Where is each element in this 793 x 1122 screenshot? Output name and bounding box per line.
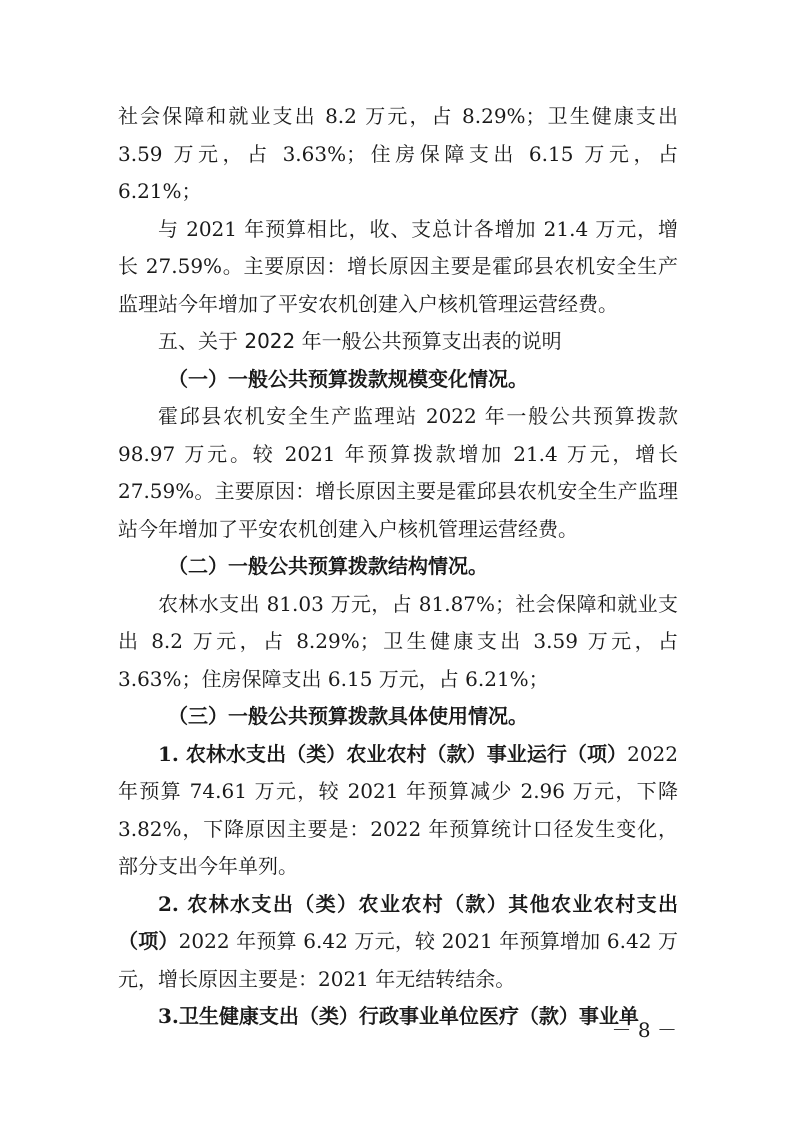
subheading-structure: （二）一般公共预算拨款结构情况。 <box>168 554 488 578</box>
section-heading-5: 五、关于 2022 年一般公共预算支出表的说明 <box>158 329 562 353</box>
page-number: － 8 － <box>611 1018 677 1042</box>
document-body <box>118 98 678 1036</box>
item-1-body: 2022 年预算 74.61 万元，较 2021 年预算减少 2.96 万元，下降 3.82%，下降原因主要是：2022 年预算统计口径发生变化，部分支出今年单列。 <box>118 741 678 878</box>
paragraph-scale-change: 霍邱县农机安全生产监理站 2022 年一般公共预算拨款 98.97 万元。较 2021 年预算拨款增加 21.4 万元，增长 27.59%。主要原因：增长原因主要是霍邱县农机安全生产监理站今年增加了平安农机创建入户核机管理运营经费。 <box>118 404 678 541</box>
paragraph-budget-comparison: 与 2021 年预算相比，收、支总计各增加 21.4 万元，增长 27.59%。主要原因：增长原因主要是霍邱县农机安全生产监理站今年增加了平安农机创建入户核机管理运营经费。 <box>118 216 678 316</box>
paragraph-social-security: 社会保障和就业支出 8.2 万元，占 8.29%；卫生健康支出 3.59 万元，占 3.63%；住房保障支出 6.15 万元，占 6.21%； <box>118 104 678 203</box>
item-1 <box>118 736 678 886</box>
subheading-usage: （三）一般公共预算拨款具体使用情况。 <box>168 704 528 728</box>
item-2 <box>118 886 678 999</box>
paragraph-structure: 农林水支出 81.03 万元，占 81.87%；社会保障和就业支出 8.2 万元，占 8.29%；卫生健康支出 3.59 万元，占 3.63%；住房保障支出 6.15 万元，占 6.21%； <box>118 591 678 691</box>
item-2-body: 2022 年预算 6.42 万元，较 2021 年预算增加 6.42 万元，增长原因主要是：2021 年无结转结余。 <box>118 929 678 991</box>
item-3-lead: 3.卫生健康支出（类）行政事业单位医疗（款）事业单 <box>158 1004 639 1028</box>
item-1-lead: 1. 农林水支出（类）农业农村（款）事业运行（项） <box>158 741 628 766</box>
subheading-scale-change: （一）一般公共预算拨款规模变化情况。 <box>168 366 528 391</box>
item-2-lead: 2. 农林水支出（类）农业农村（款）其他农业农村支出（项） <box>118 891 678 953</box>
item-3 <box>118 998 678 1036</box>
